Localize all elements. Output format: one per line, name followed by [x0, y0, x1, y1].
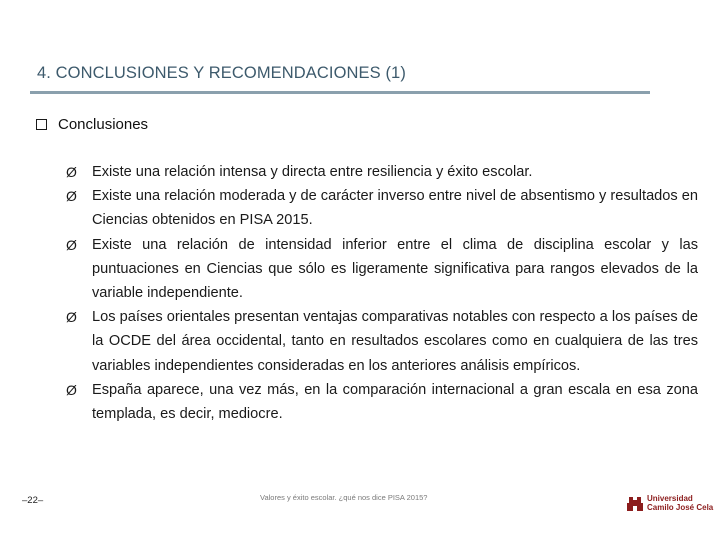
- logo-line-1: Universidad: [647, 494, 693, 503]
- list-item: [66, 160, 698, 184]
- list-item-text: Los países orientales presentan ventajas comparativas notables con respecto a los países de la OCDE del área occidental, tanto en resultados escolares como en cualquiera de las tres variables independientes consideradas en los anteriores análisis empíricos.: [92, 309, 698, 374]
- list-item: [66, 233, 698, 306]
- title-underline: [30, 91, 650, 94]
- conclusions-list: [66, 160, 698, 426]
- arrow-bullet-icon: Ø: [66, 236, 77, 253]
- section-heading: [36, 116, 148, 133]
- page-number: –22–: [22, 495, 44, 506]
- logo-line-2: Camilo José Cela: [647, 503, 714, 512]
- list-item: [66, 378, 698, 426]
- slide-title: 4. CONCLUSIONES Y RECOMENDACIONES (1): [37, 64, 406, 82]
- footer-caption: Valores y éxito escolar. ¿qué nos dice PISA 2015?: [260, 493, 428, 502]
- list-item-text: Existe una relación intensa y directa entre resiliencia y éxito escolar.: [92, 164, 533, 180]
- university-emblem-icon: [626, 494, 644, 512]
- list-item: [66, 305, 698, 378]
- list-item: [66, 184, 698, 232]
- arrow-bullet-icon: Ø: [66, 309, 77, 326]
- list-item-text: España aparece, una vez más, en la comparación internacional a gran escala en esa zona templada, es decir, mediocre.: [92, 381, 698, 423]
- list-item-text: Existe una relación de intensidad inferior entre el clima de disciplina escolar y las puntuaciones en Ciencias que sólo es ligeramente significativa para rangos elevados de la variable independiente.: [92, 236, 698, 302]
- arrow-bullet-icon: Ø: [66, 188, 77, 205]
- arrow-bullet-icon: Ø: [66, 381, 77, 398]
- arrow-bullet-icon: Ø: [66, 164, 77, 180]
- square-bullet-icon: [36, 119, 47, 130]
- section-heading-label: Conclusiones: [58, 116, 149, 133]
- list-item-text: Existe una relación moderada y de carácter inverso entre nivel de absentismo y resultados en Ciencias obtenidos en PISA 2015.: [92, 188, 698, 229]
- logo-text: [647, 494, 713, 512]
- university-logo: [626, 494, 713, 512]
